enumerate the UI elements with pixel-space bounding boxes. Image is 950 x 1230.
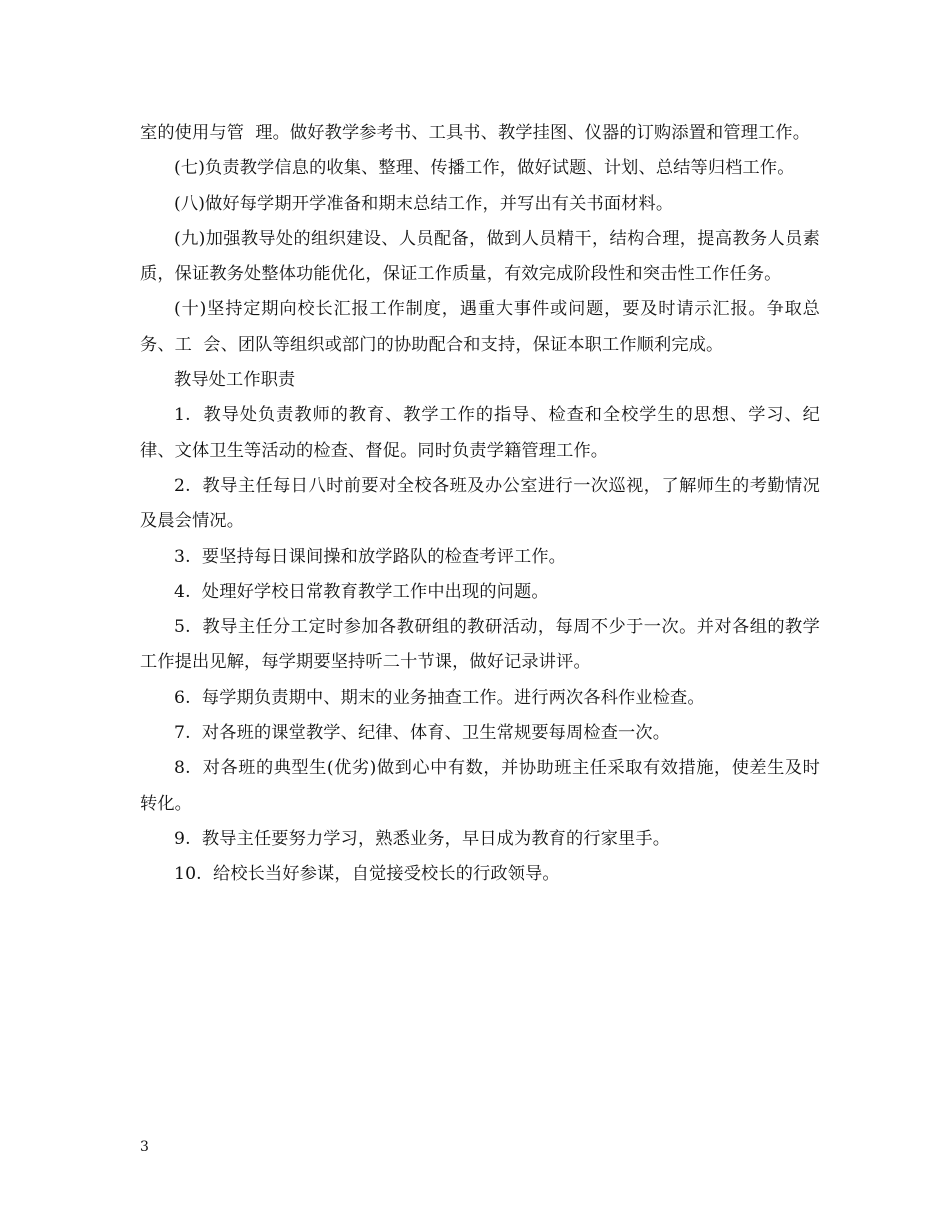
paragraph-continuation: 室的使用与管 理。做好教学参考书、工具书、教学挂图、仪器的订购添置和管理工作。 <box>140 123 811 143</box>
duty-item-1: 1. 教导处负责教师的教育、教学工作的指导、检查和全校学生的思想、学习、纪律、文体卫生等活动的检查、督促。同时负责学籍管理工作。 <box>140 405 820 461</box>
paragraph-item-10: (十)坚持定期向校长汇报工作制度，遇重大事件或问题，要及时请示汇报。争取总务、工 会、团队等组织或部门的协助配合和支持，保证本职工作顺利完成。 <box>140 299 820 355</box>
paragraph-item-9: (九)加强教导处的组织建设、人员配备，做到人员精干，结构合理，提高教务人员素质，保证教务处整体功能优化，保证工作质量，有效完成阶段性和突击性工作任务。 <box>140 228 820 285</box>
page-number: 3 <box>140 1139 149 1155</box>
duty-item-8: 8. 对各班的典型生(优劣)做到心中有数，并协助班主任采取有效措施，使差生及时转化。 <box>140 758 820 814</box>
duty-item-10: 10. 给校长当好参谋，自觉接受校长的行政领导。 <box>174 864 560 885</box>
duty-item-2: 2. 教导主任每日八时前要对全校各班及办公室进行一次巡视，了解师生的考勤情况及晨会情况。 <box>140 475 820 532</box>
duty-item-9: 9. 教导主任要努力学习，熟悉业务，早日成为教育的行家里手。 <box>174 828 671 849</box>
document-body <box>140 116 820 893</box>
duty-item-7: 7. 对各班的课堂教学、纪律、体育、卫生常规要每周检查一次。 <box>174 723 671 744</box>
duty-item-6: 6. 每学期负责期中、期末的业务抽查工作。进行两次各科作业检查。 <box>174 687 705 708</box>
section-heading: 教导处工作职责 <box>174 370 296 391</box>
paragraph-item-8: (八)做好每学期开学准备和期末总结工作，并写出有关书面材料。 <box>174 193 674 214</box>
duty-item-5: 5. 教导主任分工定时参加各教研组的教研活动，每周不少于一次。并对各组的教学工作提出见解，每学期要坚持听二十节课，做好记录讲评。 <box>140 617 820 673</box>
paragraph-item-7: (七)负责教学信息的收集、整理、传播工作，做好试题、计划、总结等归档工作。 <box>174 158 795 179</box>
duty-item-4: 4. 处理好学校日常教育教学工作中出现的问题。 <box>174 581 549 602</box>
duty-item-3: 3. 要坚持每日课间操和放学路队的检查考评工作。 <box>174 546 567 567</box>
